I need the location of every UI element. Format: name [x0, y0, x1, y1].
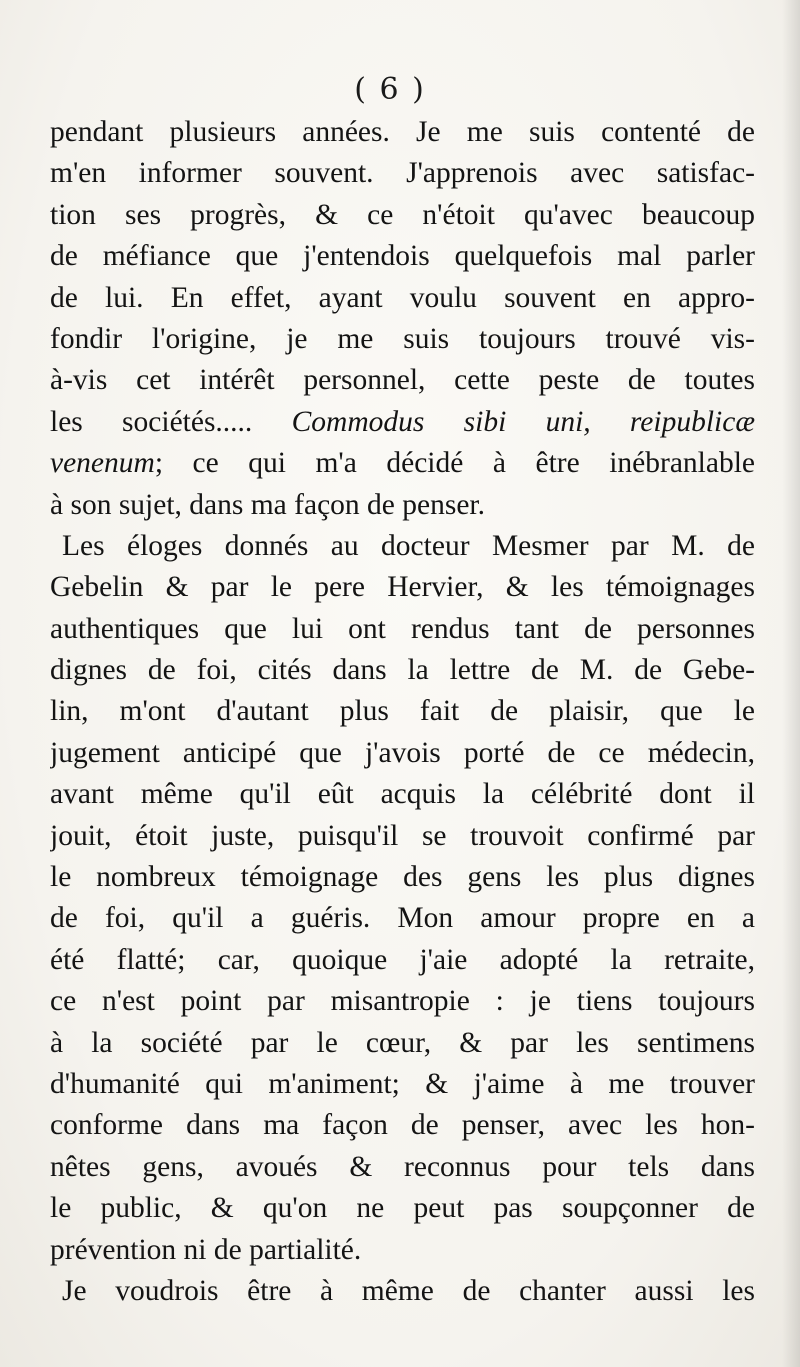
italic-latin-phrase: Commodus sibi uni, reipublicæ: [291, 405, 755, 438]
text-line: pendant plusieurs années. Je me suis contenté de: [50, 116, 755, 148]
text-line: tion ses progrès, & ce n'étoit qu'avec beaucoup: [50, 198, 755, 231]
text-segment: ; ce qui m'a décidé à être inébranlable: [154, 447, 755, 480]
text-line: fondir l'origine, je me suis toujours trouvé vis-: [50, 322, 755, 355]
text-line: nêtes gens, avoués & reconnus pour tels dans: [50, 1150, 755, 1183]
text-line: ce n'est point par misantropie : je tiens toujours: [50, 985, 755, 1018]
text-line: conforme dans ma façon de penser, avec les hon-: [50, 1109, 755, 1142]
body-text: [50, 112, 755, 1312]
text-line: à la société par le cœur, & par les sentimens: [50, 1026, 755, 1059]
text-line: [50, 443, 755, 484]
text-line: été flatté; car, quoique j'aie adopté la retraite,: [50, 943, 755, 976]
text-line: jouit, étoit juste, puisqu'il se trouvoit confirmé par: [50, 819, 755, 852]
text-line: le public, & qu'on ne peut pas soupçonner de: [50, 1192, 755, 1225]
text-line: de lui. En effet, ayant voulu souvent en appro-: [50, 281, 755, 314]
text-line: de foi, qu'il a guéris. Mon amour propre en a: [50, 902, 755, 935]
text-line: jugement anticipé que j'avois porté de ce médecin,: [50, 736, 755, 769]
text-line: Gebelin & par le pere Hervier, & les témoignages: [50, 571, 755, 604]
text-line: Les éloges donnés au docteur Mesmer par M. de: [62, 529, 755, 562]
text-line: dignes de foi, cités dans la lettre de M. de Gebe-: [50, 654, 755, 687]
text-line: d'humanité qui m'animent; & j'aime à me trouver: [50, 1067, 755, 1100]
page-number: ( 6 ): [354, 72, 426, 107]
page-edge-shadow: [782, 0, 800, 1367]
text-line: avant même qu'il eût acquis la célébrité dont il: [50, 778, 755, 811]
text-line: à son sujet, dans ma façon de penser.: [50, 488, 485, 521]
italic-latin-phrase: venenum: [50, 447, 155, 480]
text-line: lin, m'ont d'autant plus fait de plaisir, que le: [50, 695, 755, 728]
text-line: prévention ni de partialité.: [50, 1233, 362, 1266]
text-line: [50, 402, 755, 443]
text-line: de méfiance que j'entendois quelquefois mal parler: [50, 240, 755, 273]
text-line: m'en informer souvent. J'apprenois avec satisfac-: [50, 157, 755, 190]
text-line: Je voudrois être à même de chanter aussi les: [62, 1274, 755, 1307]
text-line: authentiques que lui ont rendus tant de personnes: [50, 612, 755, 645]
text-line: le nombreux témoignage des gens les plus dignes: [50, 861, 755, 894]
text-segment: les sociétés.....: [50, 405, 292, 438]
text-line: à-vis cet intérêt personnel, cette peste de toutes: [50, 364, 755, 397]
